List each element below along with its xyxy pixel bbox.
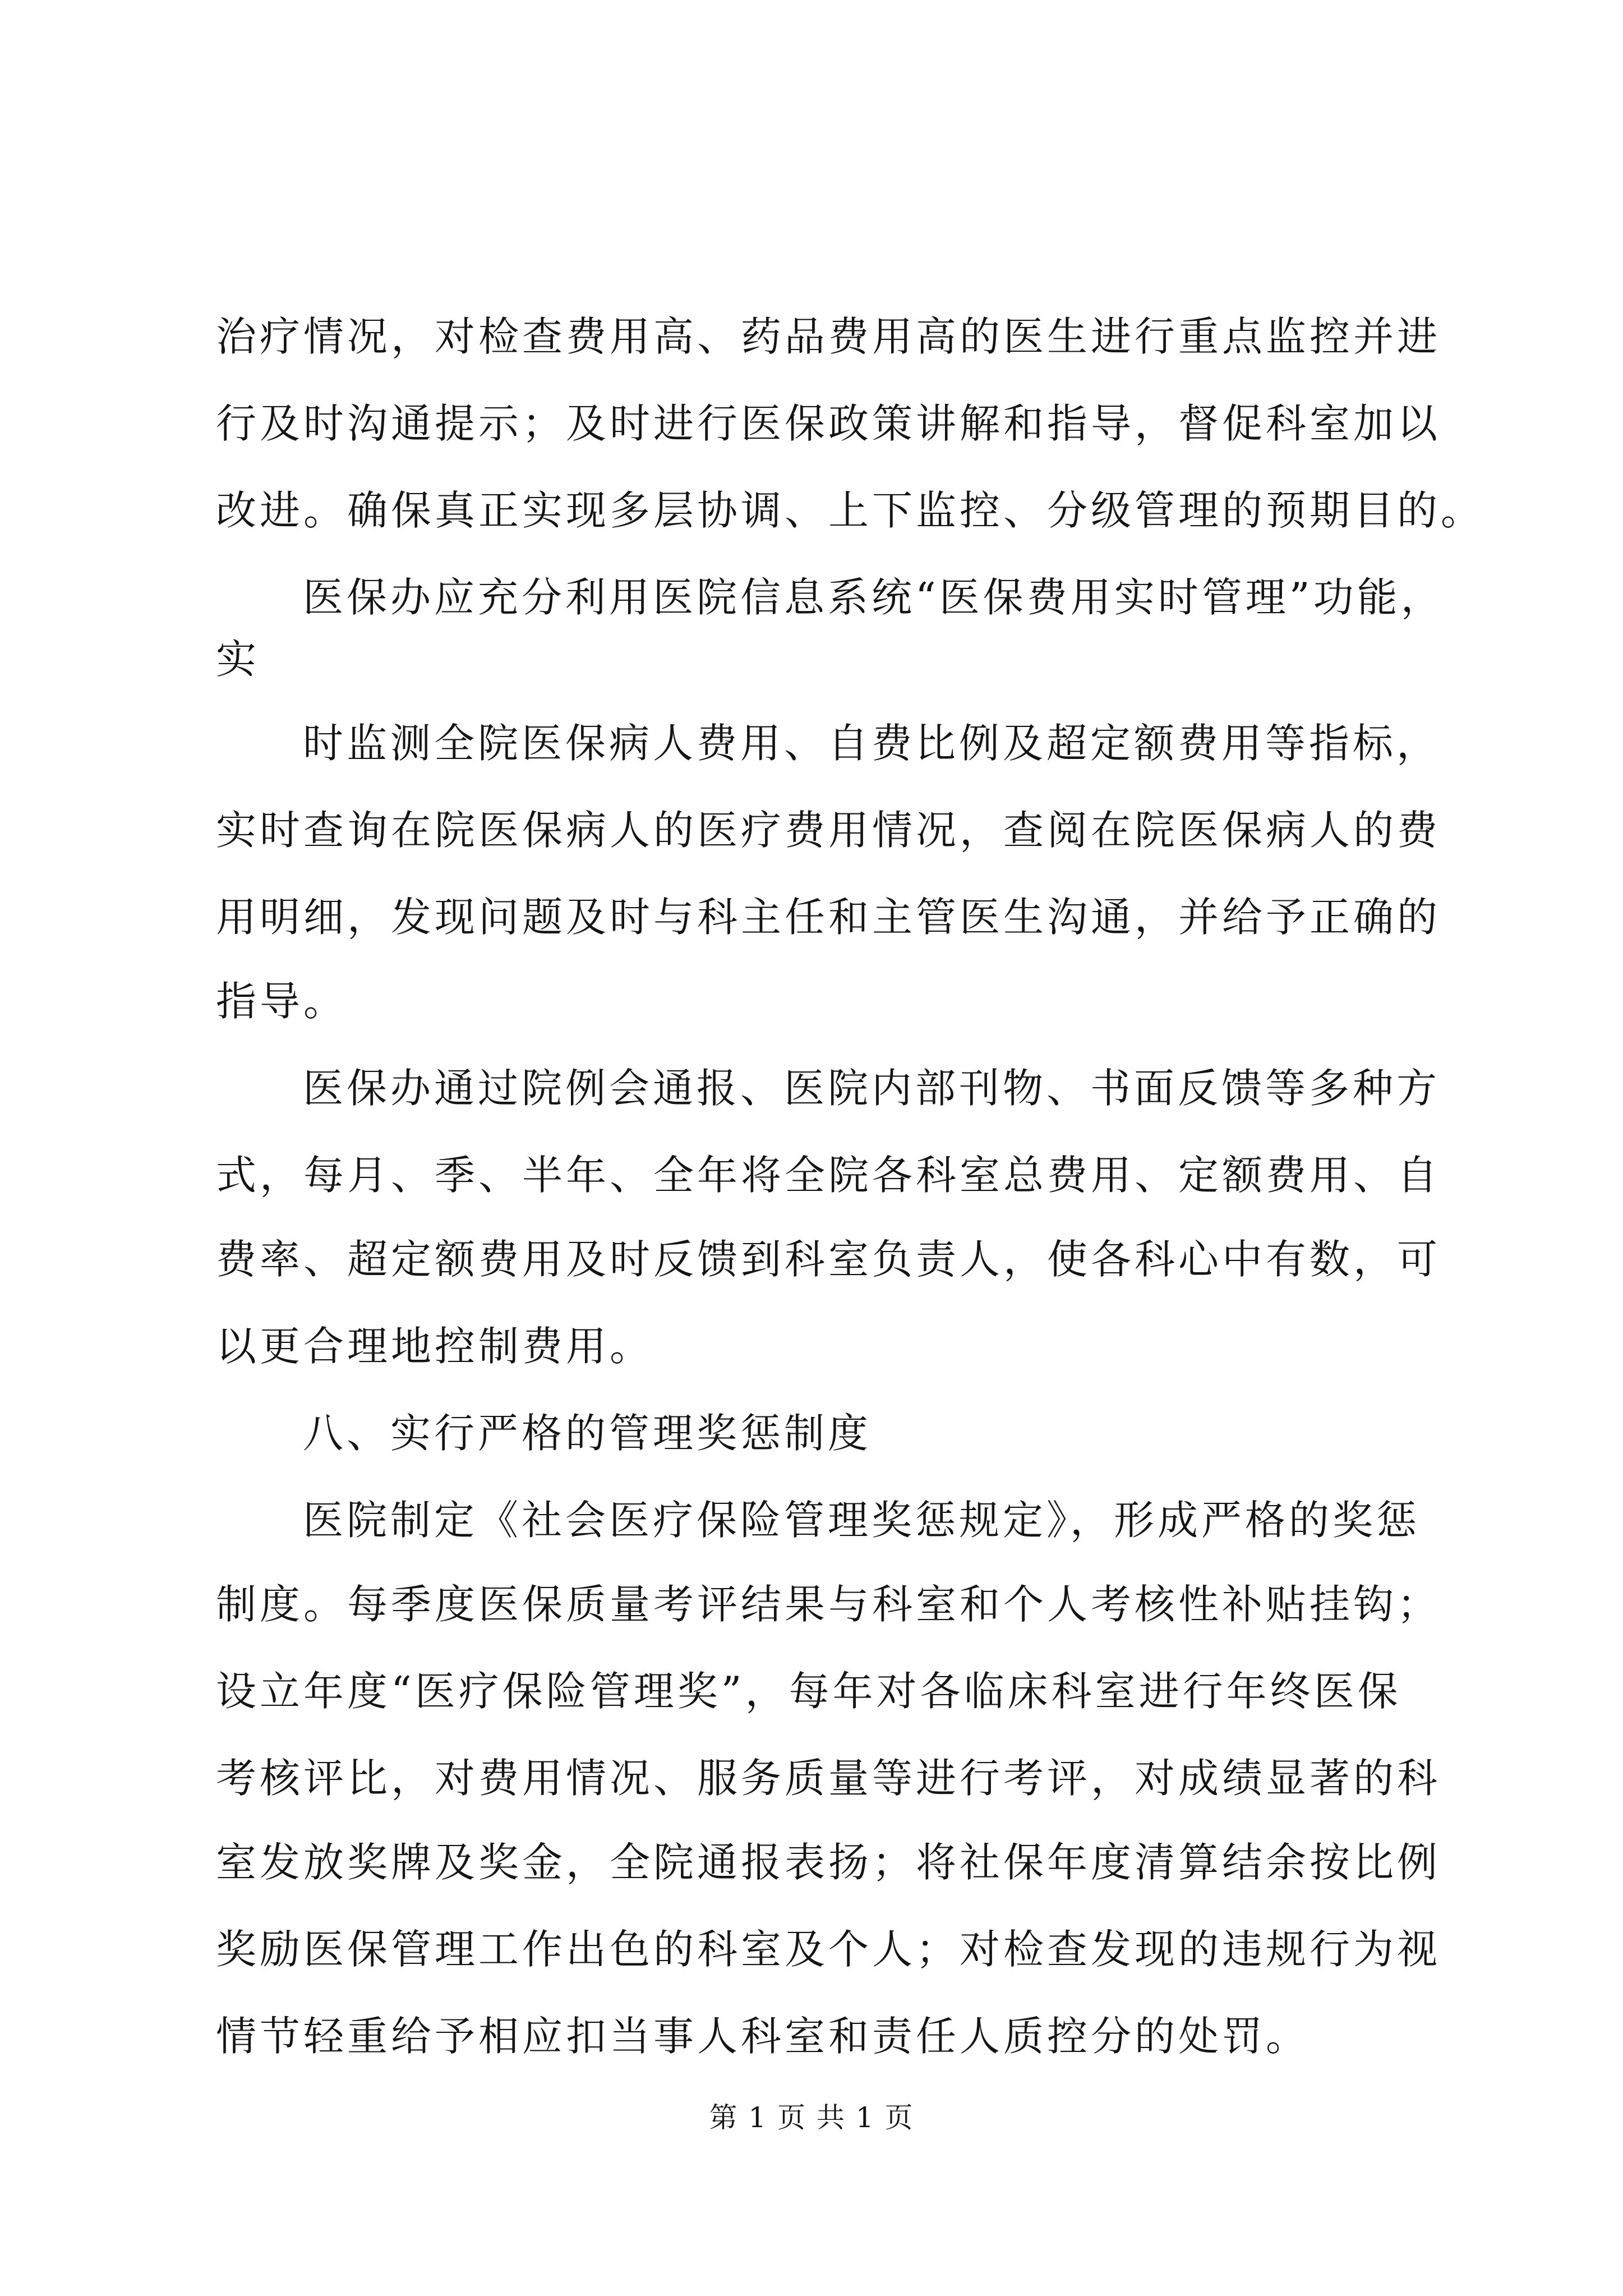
section-heading: 八、实行严格的管理奖惩制度 (303, 1410, 872, 1457)
text-line: 实 (216, 636, 260, 683)
paragraph-first-line: 医院制定《社会医疗保险管理奖惩规定》，形成严格的奖惩 (303, 1497, 1421, 1544)
text-line: 实时查询在院医保病人的医疗费用情况，查阅在院医保病人的费 (216, 807, 1441, 854)
text-line: 以更合理地控制费用。 (216, 1323, 654, 1370)
text-line: 情节轻重给予相应扣当事人科室和责任人质控分的处罚。 (216, 2013, 1310, 2060)
text-line: 设立年度“医疗保险管理奖”，每年对各临床科室进行年终医保 (216, 1668, 1401, 1715)
paragraph-first-line: 医保办通过院例会通报、医院内部刊物、书面反馈等多种方 (303, 1065, 1441, 1112)
paragraph-first-line: 医保办应充分利用医院信息系统“医保费用实时管理”功能， (303, 574, 1445, 621)
text-line: 费率、超定额费用及时反馈到科室负责人，使各科心中有数，可 (216, 1236, 1441, 1283)
text-line: 制度。每季度医保质量考评结果与科室和个人考核性补贴挂钩； (216, 1581, 1441, 1628)
text-line: 考核评比，对费用情况、服务质量等进行考评，对成绩显著的科 (216, 1755, 1441, 1802)
paragraph-first-line: 时监测全院医保病人费用、自费比例及超定额费用等指标， (303, 720, 1441, 767)
text-line: 式，每月、季、半年、全年将全院各科室总费用、定额费用、自 (216, 1152, 1441, 1199)
text-line: 用明细，发现问题及时与科主任和主管医生沟通，并给予正确的 (216, 894, 1441, 941)
text-line: 行及时沟通提示；及时进行医保政策讲解和指导，督促科室加以 (216, 400, 1441, 447)
text-line: 奖励医保管理工作出色的科室及个人；对检查发现的违规行为视 (216, 1926, 1441, 1973)
text-line: 指导。 (216, 978, 348, 1025)
text-line: 改进。确保真正实现多层协调、上下监控、分级管理的预期目的。 (216, 487, 1485, 534)
page-number-footer: 第 1 页 共 1 页 (709, 2101, 914, 2134)
text-line: 室发放奖牌及奖金，全院通报表扬；将社保年度清算结余按比例 (216, 1839, 1441, 1886)
text-line: 治疗情况，对检查费用高、药品费用高的医生进行重点监控并进 (216, 313, 1441, 360)
